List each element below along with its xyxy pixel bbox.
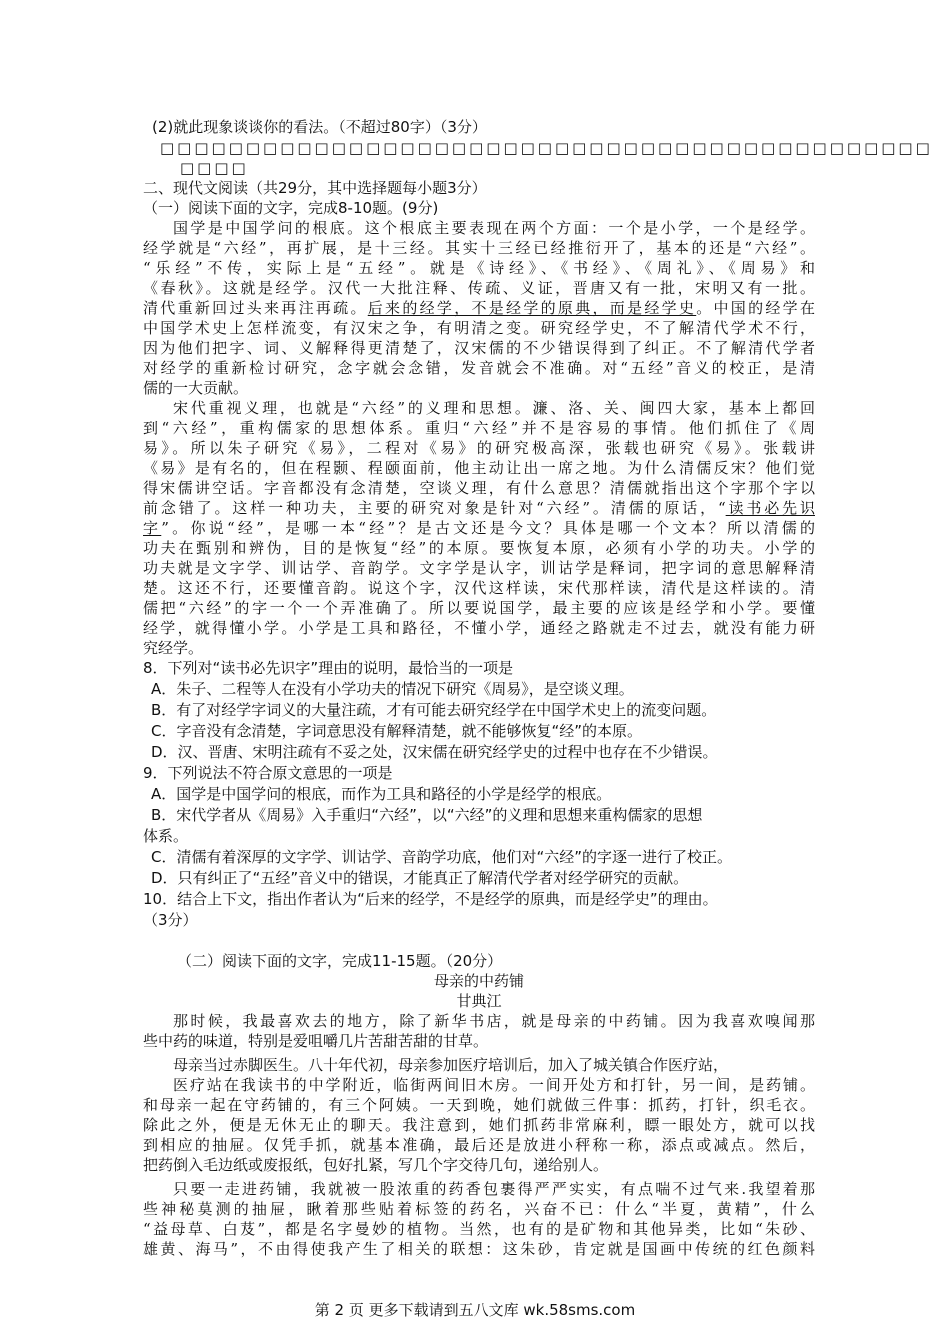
question-10-points: （3分）: [143, 911, 198, 929]
question-8-option-a: A．朱子、二程等人在没有小学功夫的情况下研究《周易》，是空谈义理。: [151, 680, 634, 698]
part-1-title: （一）阅读下面的文字，完成8-10题。(9分): [143, 199, 439, 217]
page-footer: 第 2 页 更多下载请到五八文库 wk.58sms.com: [314, 1301, 636, 1319]
question-9-option-d: D．只有纠正了“五经”音义中的错误，才能真正了解清代学者对经学研究的贡献。: [151, 869, 689, 887]
question-2-prompt: (2)就此现象谈谈你的看法。（不超过80字）（3分）: [152, 118, 487, 136]
passage1-line: 中国学术史上怎样流变，有汉宋之争，有明清之变。研究经学史，不了解清代学术不行，: [143, 319, 815, 337]
passage1-line: 易》。所以朱子研究《易》，二程对《易》的研究极高深，张载也研究《易》。张载讲: [143, 439, 815, 457]
passage2-line: 到相应的抽屉。仅凭手抓，就基本准确，最后还是放进小秤称一称，添点或减点。然后，: [143, 1136, 815, 1154]
passage1-text: ”。你说“经”，是哪一本“经”？是古文还是今文？具体是哪一个文本？所以清儒的: [161, 519, 815, 537]
passage1-line: 得宋儒讲空话。字音都没有念清楚，空谈义理，有什么意思？清儒就指出这个字那个字以: [143, 479, 815, 497]
question-8-option-c: C．字音没有念清楚，字词意思没有解释清楚，就不能够恢复“经”的本原。: [151, 722, 643, 740]
passage2-line: 雄黄、海马”，不由得使我产生了相关的联想：这朱砂，肯定就是国画中传统的红色颜料: [143, 1240, 815, 1258]
part-2-title: （二）阅读下面的文字，完成11-15题。（20分）: [177, 952, 503, 970]
passage2-line: 那时候，我最喜欢去的地方，除了新华书店，就是母亲的中药铺。因为我喜欢嗅闻那: [173, 1012, 815, 1030]
question-8-option-d: D．汉、晋唐、宋明注疏有不妥之处，汉宋儒在研究经学史的过程中也存在不少错误。: [151, 743, 718, 761]
underlined-quote: 字: [143, 519, 162, 537]
passage1-line: 《春秋》。这就是经学。汉代一大批注释、传疏、义证，晋唐又有一批，宋明又有一批。: [143, 279, 815, 297]
passage1-line: 《易》是有名的，但在程颢、程颐面前，他主动让出一席之地。为什么清儒反宋？他们觉: [143, 459, 815, 477]
passage2-line: 母亲当过赤脚医生。八十年代初，母亲参加医疗培训后，加入了城关镇合作医疗站，: [173, 1056, 729, 1074]
question-9-option-b: B．宋代学者从《周易》入手重归“六经”，以“六经”的义理和思想来重构儒家的思想: [151, 806, 703, 824]
passage1-text: 前念错了。这样一种功夫，主要的研究对象是针对“六经”。清儒的原话，“: [143, 499, 726, 517]
passage1-line: 国学是中国学问的根底。这个根底主要表现在两个方面：一个是小学，一个是经学。: [173, 219, 815, 237]
question-8-option-b: B．有了对经学字词义的大量注疏，才有可能去研究经学在中国学术史上的流变问题。: [151, 701, 717, 719]
question-9-option-c: C．清儒有着深厚的文字学、训诂学、音韵学功底，他们对“六经”的字逐一进行了校正。: [151, 848, 733, 866]
passage1-line: 宋代重视义理，也就是“六经”的义理和思想。濂、洛、关、闽四大家，基本上都回: [173, 399, 815, 417]
question-8-stem: 8．下列对“读书必先识字”理由的说明，最恰当的一项是: [143, 659, 514, 677]
passage1-line: 究经学。: [143, 639, 204, 657]
passage2-line: 只要一走进药铺，我就被一股浓重的药香包裹得严严实实，有点喘不过气来.我望着那: [173, 1180, 815, 1198]
passage1-line: 对经学的重新检讨研究，念字就会念错，发音就会不准确。对“五经”音义的校正，是清: [143, 359, 815, 377]
passage1-line: “乐经”不传，实际上是“五经”。就是《诗经》、《书经》、《周礼》、《周易》和: [143, 259, 815, 277]
passage2-line: 和母亲一起在守药铺的，有三个阿姨。一天到晚，她们就做三件事：抓药，打针，织毛衣。: [143, 1096, 815, 1114]
passage1-line: 经学，就得懂小学。小学是工具和路径，不懂小学，通经之路就走不过去，就没有能力研: [143, 619, 815, 637]
passage1-line: 儒的一大贡献。: [143, 379, 249, 397]
story-title: 母亲的中药铺: [433, 972, 524, 990]
passage1-line: 楚。这还不行，还要懂音韵。说这个字，汉代这样读，宋代那样读，清代是这样读的。清: [143, 579, 815, 597]
passage1-text: 清代重新回过头来再注再疏。: [143, 299, 368, 317]
question-9-option-b-cont: 体系。: [143, 827, 189, 845]
passage1-line: 因为他们把字、词、义解释得更清楚了，汉宋儒的不少错误得到了纠正。不了解清代学者: [143, 339, 815, 357]
passage2-line: 医疗站在我读书的中学附近，临街两间旧木房。一间开处方和打针，另一间，是药铺。: [173, 1076, 815, 1094]
passage1-line: 经学就是“六经”，再扩展，是十三经。其实十三经已经推衍开了，基本的还是“六经”。: [143, 239, 815, 257]
passage2-line: “益母草、白芨”，都是名字曼妙的植物。当然，也有的是矿物和其他异类，比如“朱砂、: [143, 1220, 815, 1238]
passage1-line: 功夫在甄别和辨伪，目的是恢复“经”的本原。要恢复本原，必须有小学的功夫。小学的: [143, 539, 815, 557]
passage1-line: 功夫就是文字学、训诂学、音韵学。文字学是认字，训诂学是释词，把字词的意思解释清: [143, 559, 815, 577]
passage1-line: [143, 298, 815, 318]
passage1-text: 。中国的经学在: [696, 299, 815, 317]
section-2-title: 二、现代文阅读（共29分，其中选择题每小题3分）: [143, 179, 487, 197]
question-9-stem: 9．下列说法不符合原文意思的一项是: [143, 764, 393, 782]
answer-boxes-row-1: □□□□□□□□□□□□□□□□□□□□□□□□□□□□□□□□□□□□□□□□□□□□□: [160, 139, 933, 157]
passage2-line: 除此之外，便是无休无止的聊天。我注意到，她们抓药非常麻利，瞟一眼处方，就可以找: [143, 1116, 815, 1134]
question-9-option-a: A．国学是中国学问的根底，而作为工具和路径的小学是经学的根底。: [151, 785, 612, 803]
underlined-quote: 读书必先识: [725, 499, 815, 517]
story-author: 甘典江: [456, 992, 502, 1010]
passage1-line: 儒把“六经”的字一个一个弄准确了。所以要说国学，最主要的应该是经学和小学。要懂: [143, 599, 815, 617]
passage1-line: 到“六经”，重构儒家的思想体系。重归“六经”并不是容易的事情。他们抓住了《周: [143, 419, 815, 437]
question-10-stem: 10．结合上下文，指出作者认为“后来的经学，不是经学的原典，而是经学史”的理由。: [143, 890, 718, 908]
answer-boxes-row-2: □□□□: [180, 159, 249, 177]
passage1-line: [143, 518, 815, 538]
passage2-line: 些神秘莫测的抽屉，瞅着那些贴着标签的药名，兴奋不已：什么“半夏，黄精”，什么: [143, 1200, 815, 1218]
passage2-line: 把药倒入毛边纸或废报纸，包好扎紧，写几个字交待几句，递给别人。: [143, 1156, 609, 1174]
passage1-line: [143, 498, 815, 518]
underlined-key-sentence: 后来的经学，不是经学的原典，而是经学史: [367, 299, 697, 317]
passage2-line: 些中药的味道，特别是爱咀嚼几片苦甜苦甜的甘草。: [143, 1032, 489, 1050]
